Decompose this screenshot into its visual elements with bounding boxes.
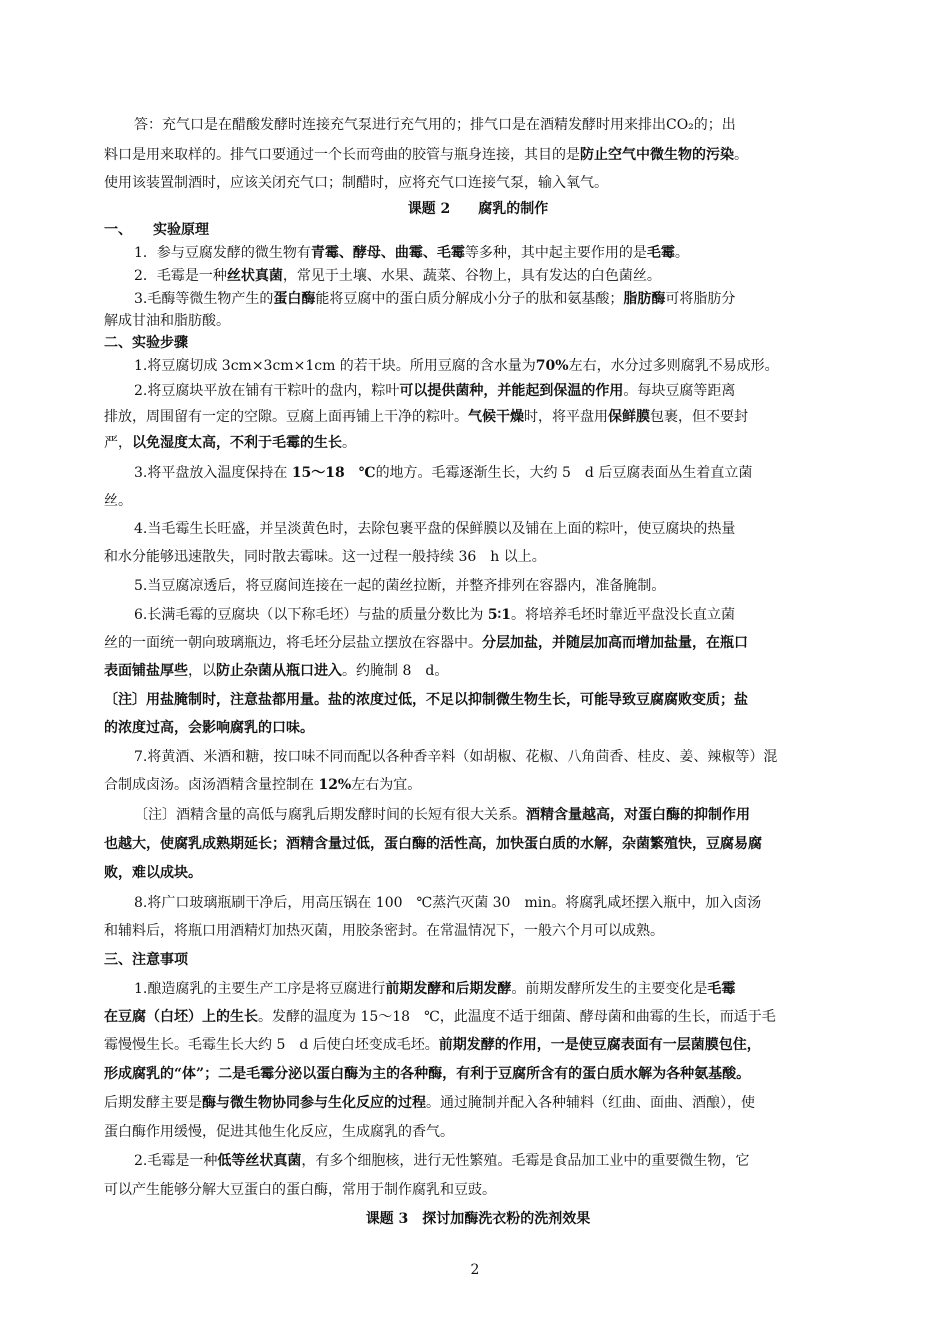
bold-text: 在豆腐（白坯）上的生长	[104, 1009, 258, 1025]
bold-text: 前期发酵和后期发酵	[385, 981, 512, 997]
text-span: 解成甘油和脂肪酸。	[104, 313, 230, 329]
text-line	[104, 1122, 852, 1142]
bold-text: 以免湿度太高，不利于毛霉的生长	[132, 435, 342, 451]
text-span: 。	[342, 435, 356, 451]
text-span: 等多种，其中起主要作用的是	[464, 245, 647, 261]
text-line	[104, 145, 852, 165]
text-span: 3.将平盘放入温度保持在	[134, 465, 292, 481]
text-line	[104, 407, 852, 427]
page-number: 2	[470, 1262, 480, 1278]
text-line	[104, 220, 852, 240]
bold-text: 毛霉	[707, 981, 736, 997]
text-span: 料口是用来取样的。排气口要通过一个长而弯曲的胶管与瓶身连接，其目的是	[104, 147, 580, 163]
text-span: 时，将平盘用	[524, 409, 608, 425]
text-span: 霉慢慢生长。毛霉生长大约 5 d 后使白坯变成毛坯。	[104, 1037, 439, 1053]
text-span: 4.当毛霉生长旺盛，并呈淡黄色时，去除包裹平盘的保鲜膜以及铺在上面的粽叶，使豆腐块的热量	[134, 521, 736, 537]
text-span: 6.长满毛霉的豆腐块（以下称毛坯）与盐的质量分数比为	[134, 607, 488, 623]
bold-text: 形成腐乳的“体”；二是毛霉分泌以蛋白酶为主的各种酶，有利于豆腐所含有的蛋白质水解为各种氨基酸。	[104, 1066, 751, 1082]
text-line	[134, 1151, 852, 1171]
text-line	[104, 718, 852, 738]
text-line	[104, 921, 852, 941]
text-line	[104, 199, 852, 219]
text-line	[134, 576, 852, 596]
text-span: 后期发酵主要是	[104, 1095, 202, 1111]
text-line	[134, 519, 852, 539]
text-line	[134, 381, 852, 401]
text-line	[134, 605, 852, 625]
text-line	[134, 979, 852, 999]
bold-text: 前期发酵的作用，一是使豆腐表面有一层菌膜包住，	[438, 1037, 761, 1053]
bold-text: 酒精含量越高，对蛋白酶的抑制作用	[526, 807, 750, 823]
bold-text: 防止杂菌从瓶口进入	[216, 663, 342, 679]
text-line	[134, 747, 852, 767]
text-span: 蛋白酶作用缓慢，促进其他生化反应，生成腐乳的香气。	[104, 1124, 454, 1140]
text-span: 和水分能够迅速散失，同时散去霉味。这一过程一般持续 36 h 以上。	[104, 549, 546, 565]
text-line	[104, 311, 852, 331]
bold-text: 一、 实验原理	[104, 222, 209, 238]
bold-text: 防止空气中微生物的污染	[580, 147, 734, 163]
text-span: 答：充气口是在醋酸发酵时连接充气泵进行充气用的；排气口是在酒精发酵时用来排出CO₂的；出	[134, 117, 736, 133]
text-line	[104, 173, 852, 193]
bold-text: 的浓度过高，会影响腐乳的口味。	[104, 720, 314, 736]
text-line	[134, 805, 852, 825]
text-line	[104, 1035, 852, 1055]
text-span: 可将脂肪分	[665, 291, 736, 307]
bold-text: 低等丝状真菌	[217, 1153, 302, 1169]
bold-text: 5∶1	[487, 607, 511, 623]
text-line	[134, 243, 852, 263]
text-line	[104, 1007, 852, 1027]
bold-text: 也越大，使腐乳成熟期延长；酒精含量过低，蛋白酶的活性高，加快蛋白质的水解，杂菌繁殖快，豆腐易腐	[104, 836, 762, 852]
bold-text: 败，难以成块。	[104, 865, 202, 881]
bold-text: 15～18 ℃	[291, 465, 376, 481]
text-span: 8.将广口玻璃瓶刷干净后，用高压锅在 100 ℃蒸汽灭菌 30 min。将腐乳咸坯摆入瓶中，加入卤汤	[134, 895, 762, 911]
text-span: 1．参与豆腐发酵的微生物有	[134, 245, 311, 261]
text-span: 7.将黄酒、米酒和糖，按口味不同而配以各种香辛料（如胡椒、花椒、八角茴香、桂皮、姜、辣椒等）混	[134, 749, 778, 765]
text-span: 〔注〕酒精含量的高低与腐乳后期发酵时间的长短有很大关系。	[134, 807, 526, 823]
bold-text: 课题 2 腐乳的制作	[407, 201, 549, 217]
text-span: 的地方。毛霉逐渐生长，大约 5 d 后豆腐表面丛生着直立菌	[375, 465, 753, 481]
text-span: 3.毛酶等微生物产生的	[134, 291, 274, 307]
text-line	[104, 661, 852, 681]
bold-text: 气候干燥	[468, 409, 524, 425]
text-line	[104, 863, 852, 883]
text-span: ，有多个细胞核，进行无性繁殖。毛霉是食品加工业中的重要微生物，它	[301, 1153, 750, 1169]
bold-text: 毛霉	[646, 245, 675, 261]
text-span: 左右为宜。	[351, 777, 422, 793]
text-span: 。	[734, 147, 748, 163]
text-line	[104, 690, 852, 710]
text-line	[104, 433, 852, 453]
text-span: 丝的一面统一朝向玻璃瓶边，将毛坯分层盐立摆放在容器中。	[104, 635, 482, 651]
text-line	[134, 893, 852, 913]
text-span: 使用该装置制酒时，应该关闭充气口；制醋时，应将充气口连接气泵，输入氧气。	[104, 175, 608, 191]
text-span: 包裹，但不要封	[650, 409, 748, 425]
text-span: 。	[674, 245, 689, 261]
text-span: 严，	[104, 435, 132, 451]
text-line	[104, 633, 852, 653]
text-span: 5.当豆腐凉透后，将豆腐间连接在一起的菌丝拉断，并整齐排列在容器内，准备腌制。	[134, 578, 666, 594]
text-span: 排放，周围留有一定的空隙。豆腐上面再铺上干净的粽叶。	[104, 409, 468, 425]
text-line	[134, 289, 852, 309]
bold-text: 保鲜膜	[608, 409, 650, 425]
text-line	[104, 1093, 852, 1113]
text-span: 2．毛霉是一种	[134, 268, 227, 284]
text-span: 1.酿造腐乳的主要生产工序是将豆腐进行	[134, 981, 386, 997]
text-span: 能将豆腐中的蛋白质分解成小分子的肽和氨基酸；	[315, 291, 624, 307]
text-span: 合制成卤汤。卤汤酒精含量控制在	[104, 777, 319, 793]
bold-text: 二、实验步骤	[104, 335, 188, 351]
text-line	[104, 491, 852, 511]
bold-text: 可以提供菌种，并能起到保温的作用	[399, 383, 624, 399]
text-line	[104, 834, 852, 854]
text-span: 。前期发酵所发生的主要变化是	[511, 981, 708, 997]
text-line	[104, 333, 852, 353]
text-line	[104, 1064, 852, 1084]
bold-text: 〔注〕用盐腌制时，注意盐都用量。盐的浓度过低，不足以抑制微生物生长，可能导致豆腐腐败变质；盐	[104, 692, 748, 708]
text-span: 2.毛霉是一种	[134, 1153, 218, 1169]
bold-text: 酶与微生物协同参与生化反应的过程	[202, 1095, 426, 1111]
text-span: 1.将豆腐切成 3cm×3cm×1cm 的若干块。所用豆腐的含水量为	[134, 358, 536, 374]
text-span: 。每块豆腐等距离	[623, 383, 736, 399]
text-line	[134, 266, 852, 286]
bold-text: 脂肪酶	[623, 291, 666, 307]
text-line	[104, 1209, 852, 1229]
text-span: 丝。	[104, 493, 132, 509]
bold-text: 12%	[318, 777, 352, 793]
text-span: ，常见于土壤、水果、蔬菜、谷物上，具有发达的白色菌丝。	[282, 268, 661, 284]
text-line	[134, 463, 852, 483]
text-span: 。约腌制 8 d。	[342, 663, 449, 679]
text-span: 。发酵的温度为 15～18 ℃，此温度不适于细菌、酵母菌和曲霉的生长，而适于毛	[258, 1009, 776, 1025]
text-line	[134, 356, 852, 376]
bold-text: 表面铺盐厚些	[104, 663, 188, 679]
text-line	[134, 115, 852, 135]
text-line	[104, 547, 852, 567]
text-line	[104, 775, 852, 795]
text-line	[104, 1180, 852, 1200]
text-span: 。通过腌制并配入各种辅料（红曲、面曲、酒酿），使	[426, 1095, 755, 1111]
text-span: 2.将豆腐块平放在铺有干粽叶的盘内，粽叶	[134, 383, 400, 399]
text-line	[104, 950, 852, 970]
bold-text: 三、注意事项	[104, 952, 188, 968]
bold-text: 分层加盐，并随层加高而增加盐量，在瓶口	[482, 635, 748, 651]
bold-text: 蛋白酶	[273, 291, 316, 307]
text-span: 左右，水分过多则腐乳不易成形。	[568, 358, 779, 374]
bold-text: 青霉、酵母、曲霉、毛霉	[310, 245, 465, 261]
text-span: 。将培养毛坯时靠近平盘没长直立菌	[510, 607, 735, 623]
text-span: ，以	[188, 663, 216, 679]
bold-text: 课题 3 探讨加酶洗衣粉的洗剂效果	[365, 1211, 591, 1227]
text-span: 可以产生能够分解大豆蛋白的蛋白酶，常用于制作腐乳和豆豉。	[104, 1182, 496, 1198]
bold-text: 丝状真菌	[226, 268, 283, 284]
bold-text: 70%	[535, 358, 569, 374]
text-span: 和辅料后，将瓶口用酒精灯加热灭菌，用胶条密封。在常温情况下，一般六个月可以成熟。	[104, 923, 664, 939]
